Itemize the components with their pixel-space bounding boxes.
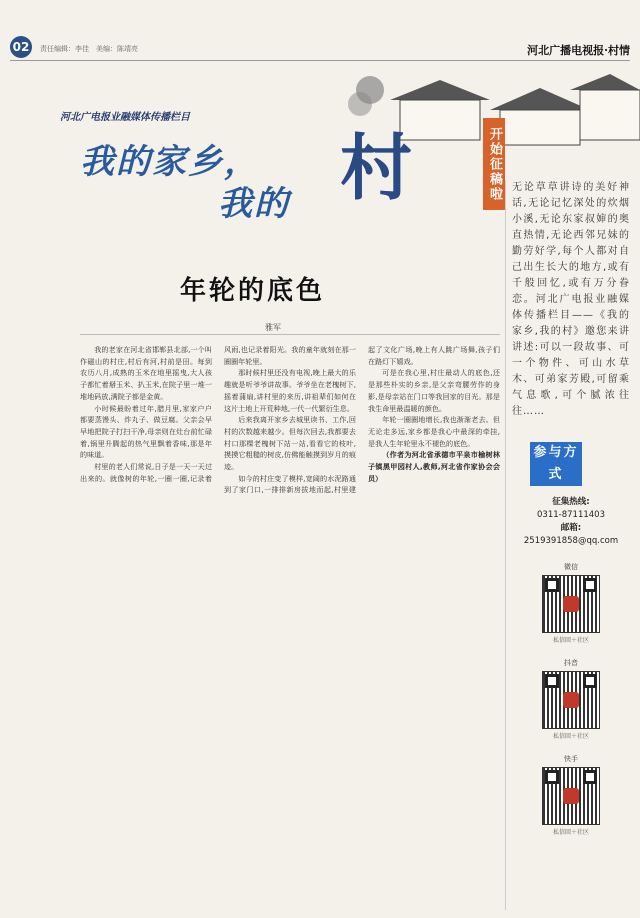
headline-divider bbox=[80, 334, 500, 335]
qr-code-icon[interactable] bbox=[542, 767, 600, 825]
qr-kuaishou[interactable] bbox=[536, 754, 606, 836]
contact-info bbox=[510, 496, 632, 548]
column-subtitle: 河北广电报业融媒体传播栏目 bbox=[60, 112, 190, 123]
article-paragraph: 那时候村里还没有电视,晚上最大的乐趣就是听爷爷讲故事。爷爷坐在老槐树下,摇着蒲扇,讲村里的来历,讲祖辈们如何在这片土地上开荒种地,一代一代繁衍生息。 bbox=[224, 368, 356, 413]
article-body bbox=[80, 344, 500, 910]
editor-credit: 责任编辑：李佳 美编：陈靖亮 bbox=[40, 45, 138, 53]
hotline-label: 征集热线: bbox=[552, 497, 590, 507]
article-headline: 年轮的底色 bbox=[180, 276, 326, 306]
article-paragraph: 我的老家在河北省邯郸县北部,一个叫作磁山的村庄,村后有河,村前是田。每到农历八月,成熟的玉米在地里摇曳,大人孩子都忙着掰玉米、扒玉米,在院子里一堆一堆地码放,满院子都是金黄。 bbox=[80, 345, 212, 401]
qr-caption: 私信回＋社区 bbox=[552, 733, 589, 740]
email-label: 邮箱: bbox=[560, 523, 582, 533]
column-banner bbox=[40, 100, 480, 224]
article-paragraph: 如今的村庄变了模样,宽阔的水泥路通到了家门口,一排排新房拔地而起,村里建起了文化广场,晚上有人跳广场舞,孩子们在路灯下嬉戏。 bbox=[224, 345, 500, 495]
column-title-big: 村 bbox=[340, 125, 413, 210]
article-paragraph: 小时候最盼着过年,腊月里,家家户户都要蒸馒头、炸丸子、做豆腐。父亲会早早地把院子打扫干净,母亲则在灶台前忙碌着,锅里升腾起的热气里飘着香味,那是年的味道。 bbox=[80, 403, 212, 460]
qr-label: 抖音 bbox=[564, 659, 578, 667]
sidebar-divider bbox=[505, 180, 506, 910]
qr-caption: 私信回＋社区 bbox=[552, 637, 589, 644]
hotline-number: 0311-87111403 bbox=[537, 510, 605, 520]
page-header bbox=[0, 0, 640, 60]
call-for-submissions-badge: 开始征稿啦 bbox=[483, 118, 505, 210]
article-paragraph: 村里的老人们常说,日子是一天一天过出来的。就像树的年轮,一圈一圈,记录着风雨,也记录着阳光。我的童年就刻在那一圈圈年轮里。 bbox=[80, 345, 356, 483]
author-note: （作者为河北省承德市平泉市榆树林子镇黑甲园村人,教师,河北省作家协会会员） bbox=[368, 450, 500, 483]
article-paragraph: 年轮一圈圈地增长,我也渐渐老去。但无论走多远,家乡都是我心中最深的牵挂,是我人生年轮里永不褪色的底色。 bbox=[368, 415, 500, 448]
page-number: 02 bbox=[10, 36, 32, 58]
qr-caption: 私信回＋社区 bbox=[552, 829, 589, 836]
article-paragraph: 可是在我心里,村庄最动人的底色,还是那些朴实的乡亲,是父亲弯腰劳作的身影,是母亲站在门口等我回家的目光。那是我生命里最温暖的颜色。 bbox=[368, 368, 500, 413]
sidebar bbox=[510, 180, 632, 836]
qr-label: 快手 bbox=[564, 755, 578, 763]
email-address: 2519391858@qq.com bbox=[523, 536, 619, 546]
qr-code-icon[interactable] bbox=[542, 671, 600, 729]
sidebar-intro: 无论草草讲诗的美好神话,无论记忆深处的炊烟小溪,无论东家叔婶的奥直热情,无论西邻兄妹的勤劳好学,每个人都对自己出生长大的地方,或有千般回忆,或有万分眷恋。河北广电报业融媒体传播栏目——《我的家乡,我的村》邀您来讲讲述:可以一段故事、可一个物件、可山水草木、可弟家芳殿,可留乘气息歌,可个腻浓往往…… bbox=[512, 182, 630, 417]
qr-label: 微信 bbox=[564, 563, 578, 571]
article-author: 雅军 bbox=[265, 323, 281, 332]
qr-code-icon[interactable] bbox=[542, 575, 600, 633]
qr-douyin[interactable] bbox=[536, 658, 606, 740]
participation-badge: 参与方式 bbox=[530, 442, 582, 486]
article-paragraph: 后来我离开家乡去城里读书、工作,回村的次数越来越少。但每次回去,我都要去村口那棵老槐树下站一站,看看它的枝叶,摸摸它粗糙的树皮,仿佛能触摸到岁月的痕迹。 bbox=[224, 415, 356, 472]
column-title-part1: 我的家乡， bbox=[80, 142, 260, 182]
newspaper-brand: 河北广播电视报·村情 bbox=[527, 44, 630, 57]
qr-wechat[interactable] bbox=[536, 562, 606, 644]
column-title-part2: 我的 bbox=[218, 184, 290, 224]
